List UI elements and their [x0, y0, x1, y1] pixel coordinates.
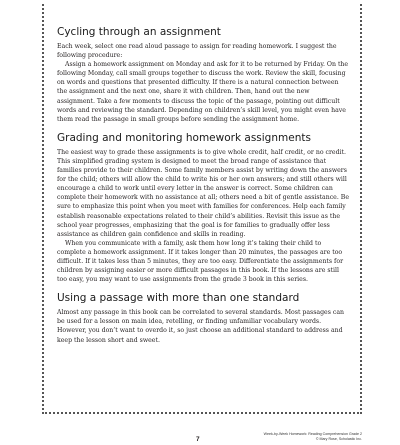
section-heading: Using a passage with more than one standard	[57, 292, 300, 305]
credit-copyright: © Mary Rose, Scholastic Inc.	[315, 437, 362, 441]
footer-credit	[264, 432, 362, 442]
paragraph: The easiest way to grade these assignments is to give whole credit, half credit, or no credit. This simplified grading system is designed to meet the broad range of assistance that families provide to their children. Some family members assist by writing down the answers for the child; others will allow the child to write his or her own answers; and still others will encourage a child to work until every letter in the answer is correct. Some children can complete their homework with no assistance at all; others need a bit of gentle assistance. Be sure to emphasize this point when you meet with families for conferences. Help each family establish reasonable expectations related to their child’s abilities. Revisit this issue as the school year progresses, emphasizing that the goal is for families to gradually offer less assistance as children gain confidence and skills in reading.	[57, 148, 349, 238]
section-heading: Grading and monitoring homework assignments	[57, 131, 311, 144]
paragraph: Assign a homework assignment on Monday and ask for it to be returned by Friday. On the following Monday, call small groups together to discuss the work. Review the skill, focusing on words and questions that presented difficulty. If there is a natural connection between the assignment and the next one, share it with children. Then, hand out the new assignment. Take a few moments to discuss the topic of the passage, pointing out difficult words and reviewing the standard. Depending on children’s skill level, you might even have them read the passage in small groups before sending the assignment home.	[57, 61, 349, 123]
credit-title: Week-by-Week Homework: Reading Comprehension Grade 2	[263, 432, 362, 436]
section-heading: Cycling through an assignment	[57, 26, 221, 38]
page-number: 7	[196, 436, 200, 443]
paragraph: Almost any passage in this book can be correlated to several standards. Most passages can be used for a lesson on main idea, retelling, or finding unfamiliar vocabulary words. However, you don’t want to overdo it, so just choose an additional standard to address and keep the lesson short and sweet.	[57, 309, 345, 344]
document-body	[57, 26, 349, 353]
section-grading	[57, 132, 349, 284]
paragraph: When you communicate with a family, ask them how long it’s taking their child to complete a homework assignment. If it takes longer than 20 minutes, the passages are too difficult. If it takes less than 5 minutes, they are too easy. Differentiate the assignments for children by assigning easier or more difficult passages in this book. If the lessons are still too easy, you may want to use assignments from the grade 3 book in this series.	[57, 239, 344, 284]
section-cycling	[57, 26, 349, 124]
paragraph: Each week, select one read aloud passage to assign for reading homework. I suggest the following procedure:	[57, 43, 337, 60]
section-multiple-standards	[57, 292, 349, 344]
